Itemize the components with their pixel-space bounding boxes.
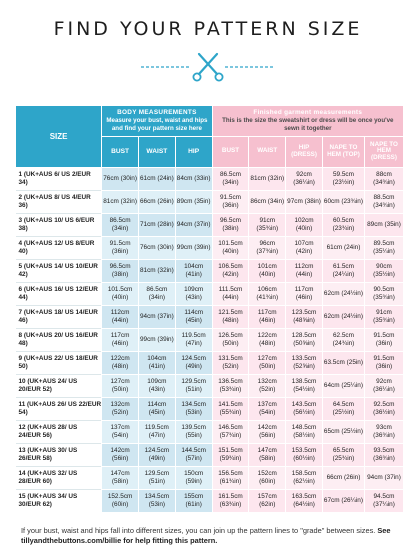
size-label: 14 (UK+AUS 32/ US 28/EUR 60) — [16, 466, 102, 489]
size-label: 5 (UK+AUS 14/ US 10/EUR 42) — [16, 259, 102, 282]
page-title: FIND YOUR PATTERN SIZE — [53, 18, 363, 40]
measurement-cell: 86.5cm (34in) — [212, 167, 249, 190]
measurement-cell: 161.5cm (63¾in) — [212, 489, 249, 512]
measurement-cell: 88.5cm (34¾in) — [364, 190, 403, 213]
measurement-cell: 126.5cm (50in) — [212, 328, 249, 351]
measurement-cell: 86.5cm (34in) — [102, 213, 139, 236]
column-header: NAPE TO HEM (DRESS) — [364, 136, 403, 167]
footer-note — [21, 526, 401, 546]
measurement-cell: 99cm (39in) — [175, 236, 212, 259]
measurement-cell: 64cm (25¼in) — [322, 374, 364, 397]
measurement-cell: 96.5cm (38in) — [102, 259, 139, 282]
measurement-cell: 61cm (24in) — [322, 236, 364, 259]
measurement-cell: 65cm (25½in) — [322, 420, 364, 443]
measurement-cell: 137cm (54in) — [102, 420, 139, 443]
measurement-cell: 148.5cm (58½in) — [286, 420, 323, 443]
size-header: SIZE — [16, 106, 102, 168]
measurement-cell: 158.5cm (62½in) — [286, 466, 323, 489]
measurement-cell: 139.5cm (55in) — [175, 420, 212, 443]
table-row — [16, 167, 404, 190]
body-measurements-title: BODY MEASUREMENTS — [117, 109, 197, 117]
size-label: 11 (UK+AUS 26/ US 22/EUR 54) — [16, 397, 102, 420]
table-row — [16, 305, 404, 328]
measurement-cell: 136.5cm (53¾in) — [212, 374, 249, 397]
measurement-cell: 111.5cm (44in) — [212, 282, 249, 305]
size-label: 13 (UK+AUS 30/ US 26/EUR 58) — [16, 443, 102, 466]
measurement-cell: 101.5cm (40in) — [212, 236, 249, 259]
table-row — [16, 236, 404, 259]
measurement-cell: 90.5cm (35¾in) — [364, 282, 403, 305]
column-header: BUST — [212, 136, 249, 167]
measurement-cell: 92cm (36¼in) — [364, 374, 403, 397]
measurement-cell: 60.5cm (23¾in) — [322, 213, 364, 236]
table-row — [16, 328, 404, 351]
measurement-cell: 146.5cm (57¾in) — [212, 420, 249, 443]
size-label: 9 (UK+AUS 22/ US 18/EUR 50) — [16, 351, 102, 374]
measurement-cell: 114cm (45in) — [175, 305, 212, 328]
measurement-cell: 101.5cm (40in) — [102, 282, 139, 305]
table-row — [16, 351, 404, 374]
measurement-cell: 142cm (56in) — [249, 420, 286, 443]
measurement-cell: 129.5cm (51in) — [138, 466, 175, 489]
measurement-cell: 106cm (41¾in) — [249, 282, 286, 305]
measurement-cell: 147cm (58in) — [102, 466, 139, 489]
column-header: HIP — [175, 136, 212, 167]
measurement-cell: 61cm (24in) — [138, 167, 175, 190]
measurement-cell: 91.5cm (36in) — [102, 236, 139, 259]
measurement-cell: 119.5cm (47in) — [138, 420, 175, 443]
scissors-divider — [0, 52, 416, 82]
measurement-cell: 62.5cm (24¾in) — [322, 328, 364, 351]
measurement-cell: 94cm (37in) — [364, 466, 403, 489]
measurement-cell: 91cm (35¾in) — [249, 213, 286, 236]
measurement-cell: 127cm (50in) — [102, 374, 139, 397]
size-label: 3 (UK+AUS 10/ US 6/EUR 38) — [16, 213, 102, 236]
measurement-cell: 124.5cm (49in) — [175, 351, 212, 374]
measurement-cell: 71cm (28in) — [138, 213, 175, 236]
finished-measurements-desc: This is the size the sweatshirt or dress will be once you've sewn it together — [222, 117, 394, 132]
measurement-cell: 124.5cm (49in) — [138, 443, 175, 466]
measurement-cell: 93.5cm (36¾in) — [364, 443, 403, 466]
measurement-cell: 121.5cm (48in) — [212, 305, 249, 328]
measurement-cell: 128.5cm (50⅝in) — [286, 328, 323, 351]
measurement-cell: 91.5cm (36in) — [364, 328, 403, 351]
measurement-cell: 81cm (32in) — [249, 167, 286, 190]
measurement-cell: 104cm (41in) — [138, 351, 175, 374]
measurement-cell: 97cm (38in) — [286, 190, 323, 213]
finished-measurements-header — [212, 106, 403, 137]
table-row — [16, 374, 404, 397]
measurement-cell: 112cm (44in) — [102, 305, 139, 328]
size-label: 10 (UK+AUS 24/ US 20/EUR 52) — [16, 374, 102, 397]
measurement-cell: 144.5cm (57in) — [175, 443, 212, 466]
measurement-cell: 109cm (43in) — [138, 374, 175, 397]
measurement-cell: 147cm (58in) — [249, 443, 286, 466]
measurement-cell: 132cm (52in) — [249, 374, 286, 397]
table-row — [16, 420, 404, 443]
measurement-cell: 123.5cm (48⅝in) — [286, 305, 323, 328]
measurement-cell: 94.5cm (37¼in) — [364, 489, 403, 512]
measurement-cell: 66cm (26in) — [322, 466, 364, 489]
measurement-cell: 117cm (46in) — [102, 328, 139, 351]
measurement-cell: 117cm (46in) — [249, 305, 286, 328]
measurement-cell: 84cm (33in) — [175, 167, 212, 190]
measurement-cell: 93cm (36¾in) — [364, 420, 403, 443]
measurement-cell: 143.5cm (56½in) — [286, 397, 323, 420]
column-header: BUST — [102, 136, 139, 167]
measurement-cell: 89.5cm (35¼in) — [364, 236, 403, 259]
measurement-cell: 64.5cm (25½in) — [322, 397, 364, 420]
size-label: 6 (UK+AUS 16/ US 12/EUR 44) — [16, 282, 102, 305]
table-row — [16, 397, 404, 420]
size-chart — [15, 105, 404, 531]
measurement-cell: 86cm (34in) — [249, 190, 286, 213]
measurement-cell: 67cm (26¼in) — [322, 489, 364, 512]
table-row — [16, 489, 404, 512]
measurement-cell: 61.5cm (24¼in) — [322, 259, 364, 282]
column-header: HIP (DRESS) — [286, 136, 323, 167]
body-measurements-desc: Measure your bust, waist and hips and find your pattern size here — [106, 117, 208, 132]
measurement-cell: 134.5cm (53in) — [138, 489, 175, 512]
measurement-cell: 88cm (34¾in) — [364, 167, 403, 190]
measurement-cell: 163.5cm (64½in) — [286, 489, 323, 512]
size-label: 15 (UK+AUS 34/ US 30/EUR 62) — [16, 489, 102, 512]
measurement-cell: 92.5cm (36½in) — [364, 397, 403, 420]
measurement-cell: 141.5cm (55¾in) — [212, 397, 249, 420]
measurement-cell: 132cm (52in) — [102, 397, 139, 420]
measurement-cell: 133.5cm (52⅝in) — [286, 351, 323, 374]
footer-text: If your bust, waist and hips fall into different sizes, you can join up the pattern lines to "grade" between sizes. — [21, 526, 378, 535]
measurement-cell: 92cm (36¼in) — [286, 167, 323, 190]
measurement-cell: 142cm (56in) — [102, 443, 139, 466]
table-row — [16, 282, 404, 305]
measurement-cell: 119.5cm (47in) — [175, 328, 212, 351]
measurement-cell: 109cm (43in) — [175, 282, 212, 305]
size-label: 8 (UK+AUS 20/ US 16/EUR 48) — [16, 328, 102, 351]
measurement-cell: 156.5cm (61¾in) — [212, 466, 249, 489]
measurement-cell: 153.5cm (60½in) — [286, 443, 323, 466]
measurement-cell: 81cm (32in) — [138, 259, 175, 282]
measurement-cell: 102cm (40in) — [286, 213, 323, 236]
measurement-cell: 91.5cm (36in) — [364, 351, 403, 374]
size-table — [15, 105, 404, 513]
measurement-cell: 62cm (24½in) — [322, 305, 364, 328]
table-row — [16, 443, 404, 466]
measurement-cell: 122cm (48in) — [102, 351, 139, 374]
measurement-cell: 91cm (35¾in) — [364, 305, 403, 328]
measurement-cell: 66cm (26in) — [138, 190, 175, 213]
measurement-cell: 62cm (24½in) — [322, 282, 364, 305]
measurement-cell: 90cm (35½in) — [364, 259, 403, 282]
measurement-cell: 60cm (23¾in) — [322, 190, 364, 213]
measurement-cell: 152.5cm (60in) — [102, 489, 139, 512]
measurement-cell: 122cm (48in) — [249, 328, 286, 351]
table-row — [16, 213, 404, 236]
measurement-cell: 155cm (61in) — [175, 489, 212, 512]
table-row — [16, 466, 404, 489]
measurement-cell: 114cm (45in) — [138, 397, 175, 420]
measurement-cell: 117cm (46in) — [286, 282, 323, 305]
measurement-cell: 94cm (37in) — [138, 305, 175, 328]
measurement-cell: 94cm (37in) — [175, 213, 212, 236]
table-row — [16, 259, 404, 282]
size-label: 1 (UK+AUS 6/ US 2/EUR 34) — [16, 167, 102, 190]
measurement-cell: 59.5cm (23½in) — [322, 167, 364, 190]
measurement-cell: 96.5cm (38in) — [212, 213, 249, 236]
size-label: 7 (UK+AUS 18/ US 14/EUR 46) — [16, 305, 102, 328]
measurement-cell: 104cm (41in) — [175, 259, 212, 282]
size-label: 12 (UK+AUS 28/ US 24/EUR 56) — [16, 420, 102, 443]
finished-measurements-title: Finished garment measurements — [253, 109, 363, 116]
table-row — [16, 190, 404, 213]
measurement-cell: 76cm (30in) — [102, 167, 139, 190]
measurement-cell: 91.5cm (36in) — [212, 190, 249, 213]
measurement-cell: 112cm (44in) — [286, 259, 323, 282]
measurement-cell: 65.5cm (25¾in) — [322, 443, 364, 466]
column-header: WAIST — [249, 136, 286, 167]
measurement-cell: 81cm (32in) — [102, 190, 139, 213]
measurement-cell: 106.5cm (42in) — [212, 259, 249, 282]
column-header: WAIST — [138, 136, 175, 167]
measurement-cell: 63.5cm (25in) — [322, 351, 364, 374]
measurement-cell: 99cm (39in) — [138, 328, 175, 351]
measurement-cell: 151.5cm (59¾in) — [212, 443, 249, 466]
measurement-cell: 107cm (42in) — [286, 236, 323, 259]
measurement-cell: 101cm (40in) — [249, 259, 286, 282]
body-measurements-header — [102, 106, 212, 137]
measurement-cell: 96cm (37¾in) — [249, 236, 286, 259]
measurement-cell: 150cm (59in) — [175, 466, 212, 489]
size-label: 4 (UK+AUS 12/ US 8/EUR 40) — [16, 236, 102, 259]
measurement-cell: 152cm (60in) — [249, 466, 286, 489]
size-label: 2 (UK+AUS 8/ US 4/EUR 36) — [16, 190, 102, 213]
column-header: NAPE TO HEM (TOP) — [322, 136, 364, 167]
measurement-cell: 131.5cm (52in) — [212, 351, 249, 374]
measurement-cell: 86.5cm (34in) — [138, 282, 175, 305]
measurement-cell: 138.5cm (54½in) — [286, 374, 323, 397]
measurement-cell: 137cm (54in) — [249, 397, 286, 420]
scissors-icon — [133, 52, 283, 82]
measurement-cell: 134.5cm (53in) — [175, 397, 212, 420]
measurement-cell: 129.5cm (51in) — [175, 374, 212, 397]
footer-link-text: See tillyandthebuttons.com/billie for help fitting this pattern. — [21, 526, 391, 545]
measurement-cell: 89cm (35in) — [364, 213, 403, 236]
measurement-cell: 157cm (62in) — [249, 489, 286, 512]
measurement-cell: 89cm (35in) — [175, 190, 212, 213]
measurement-cell: 127cm (50in) — [249, 351, 286, 374]
measurement-cell: 76cm (30in) — [138, 236, 175, 259]
